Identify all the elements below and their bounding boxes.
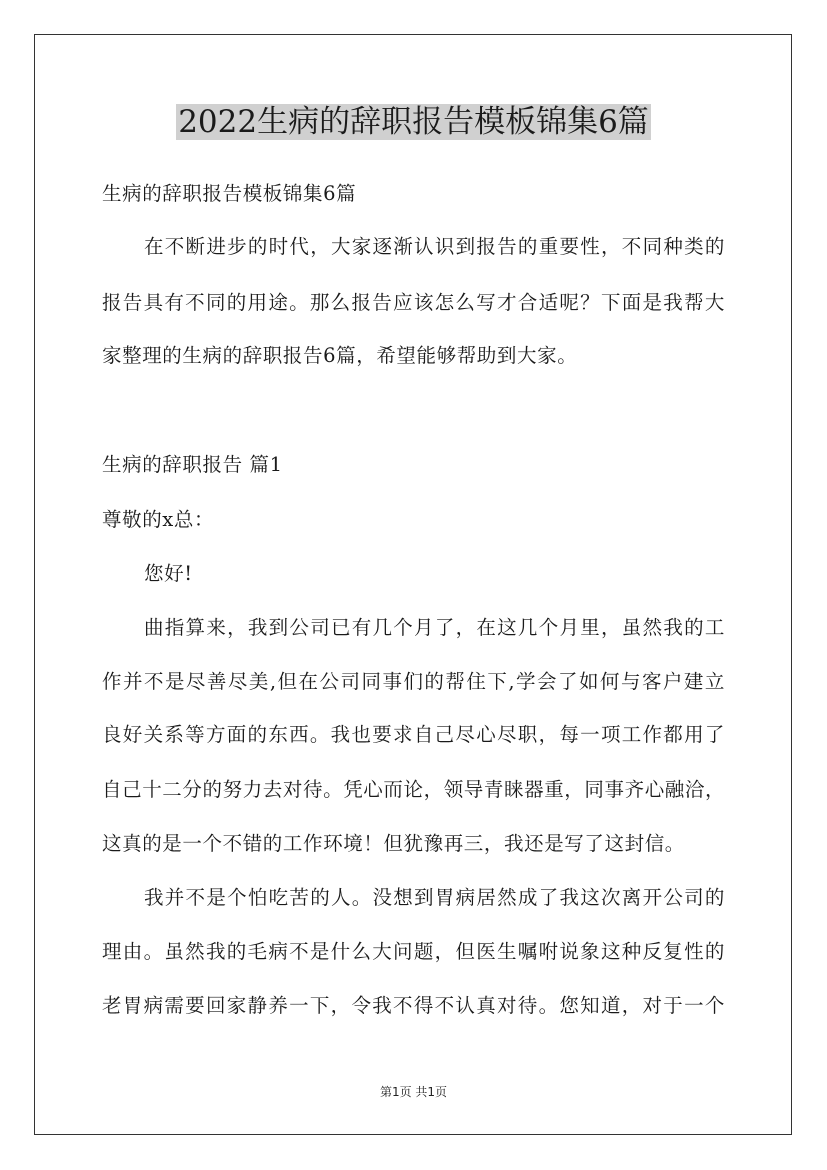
paragraph-line: 曲指算来，我到公司已有几个月了，在这几个月里，虽然我的工 — [144, 616, 725, 639]
section-heading: 生病的辞职报告 篇1 — [102, 453, 283, 476]
subtitle: 生病的辞职报告模板锦集6篇 — [102, 182, 357, 205]
paragraph-line: 自己十二分的努力去对待。凭心而论，领导青睐器重，同事齐心融洽， — [102, 778, 726, 801]
paragraph-line: 我并不是个怕吃苦的人。没想到胃病居然成了我这次离开公司的 — [144, 886, 725, 909]
greeting: 您好! — [144, 562, 193, 585]
paragraph-line: 在不断进步的时代，大家逐渐认识到报告的重要性，不同种类的 — [144, 235, 725, 258]
paragraph-line: 作并不是尽善尽美,但在公司同事们的帮住下,学会了如何与客户建立 — [102, 670, 725, 693]
paragraph-line: 报告具有不同的用途。那么报告应该怎么写才合适呢？下面是我帮大 — [102, 291, 725, 314]
paragraph-line: 家整理的生病的辞职报告6篇，希望能够帮助到大家。 — [102, 344, 578, 367]
document-title — [0, 100, 827, 144]
paragraph-line: 这真的是一个不错的工作环境！但犹豫再三，我还是写了这封信。 — [102, 832, 685, 855]
page-number-footer: 第1页 共1页 — [379, 1085, 448, 1099]
paragraph-line: 良好关系等方面的东西。我也要求自己尽心尽职，每一项工作都用了 — [102, 723, 725, 746]
salutation: 尊敬的x总： — [102, 508, 215, 531]
document-title-text: 2022生病的辞职报告模板锦集6篇 — [178, 104, 649, 140]
paragraph-line: 理由。虽然我的毛病不是什么大问题，但医生嘱咐说象这种反复性的 — [102, 940, 725, 963]
paragraph-line: 老胃病需要回家静养一下，令我不得不认真对待。您知道，对于一个 — [102, 994, 725, 1017]
